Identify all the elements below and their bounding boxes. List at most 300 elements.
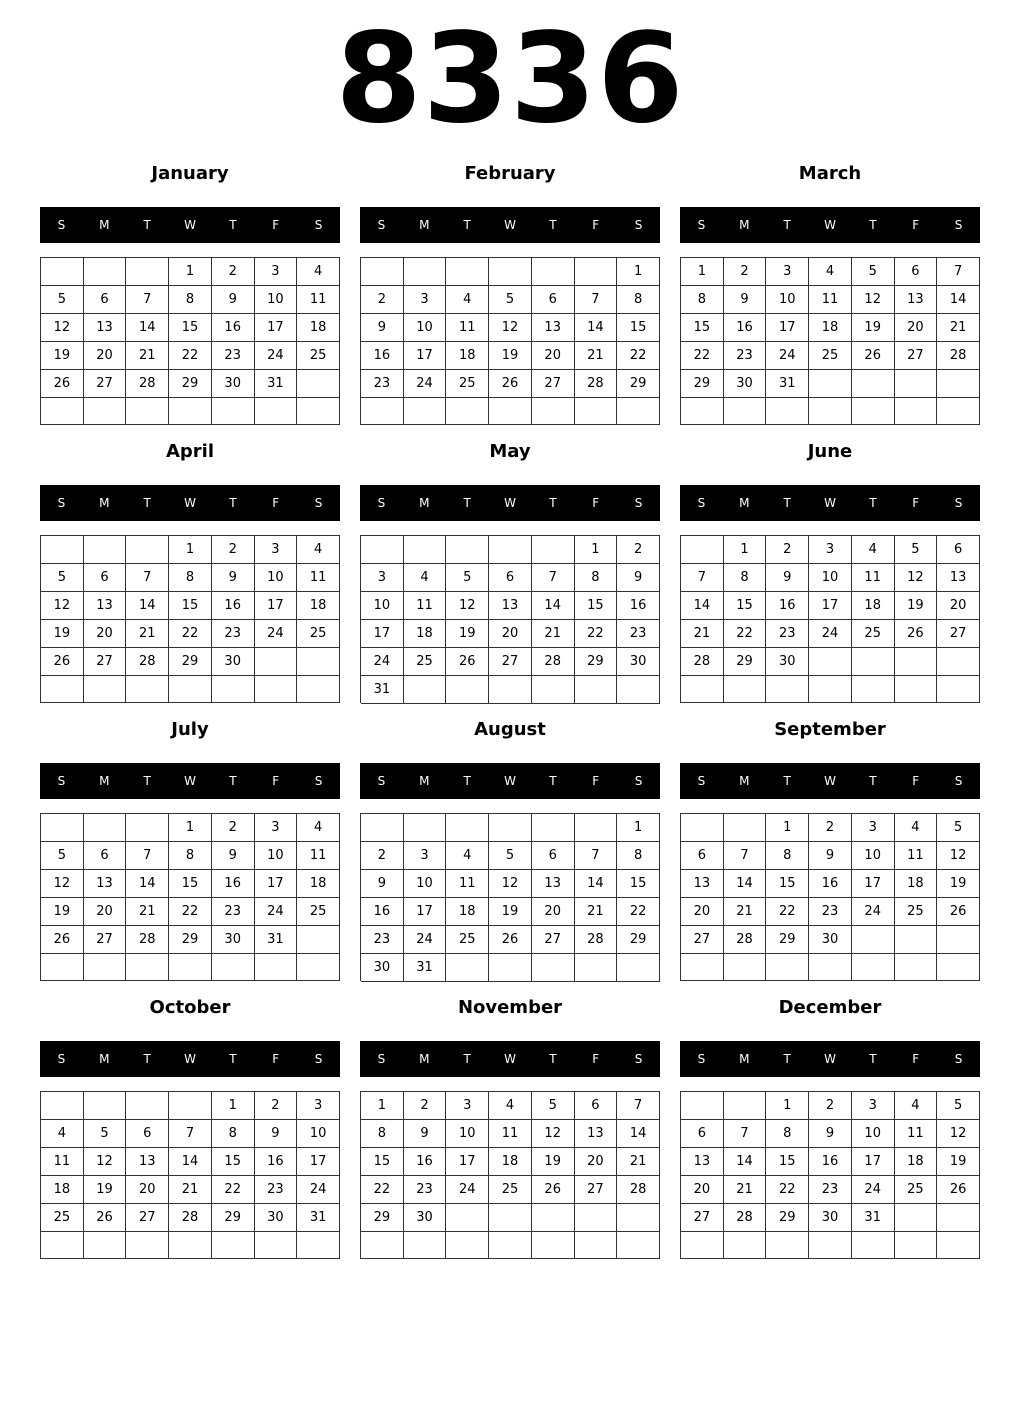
weekday-label: S	[314, 774, 323, 788]
day-cell: 24	[255, 620, 298, 648]
day-cell	[169, 954, 212, 981]
weekday-label: M	[99, 218, 110, 232]
day-cell	[126, 258, 169, 286]
day-cell	[212, 676, 255, 703]
day-cell	[766, 676, 809, 703]
day-cell	[766, 398, 809, 425]
day-cell: 16	[255, 1148, 298, 1176]
day-cell: 22	[212, 1176, 255, 1204]
day-cell: 24	[255, 898, 298, 926]
day-cell: 8	[724, 564, 767, 592]
day-cell	[446, 1232, 489, 1259]
weekday-header	[40, 1041, 340, 1077]
weekday-label: W	[504, 496, 516, 510]
day-cell: 17	[852, 1148, 895, 1176]
weekday-label: W	[184, 218, 196, 232]
day-cell	[681, 954, 724, 981]
day-cell: 27	[575, 1176, 618, 1204]
day-cell: 12	[41, 870, 84, 898]
day-cell	[41, 536, 84, 564]
day-cell	[297, 1232, 340, 1259]
day-cell: 20	[532, 898, 575, 926]
day-cell: 16	[404, 1148, 447, 1176]
weekday-label: S	[57, 1052, 66, 1066]
day-cell: 20	[84, 898, 127, 926]
day-cell: 26	[852, 342, 895, 370]
day-cell: 4	[404, 564, 447, 592]
day-cell: 7	[575, 842, 618, 870]
day-cell: 2	[809, 814, 852, 842]
weekday-label: T	[229, 1052, 237, 1066]
day-cell: 29	[617, 926, 660, 954]
weekday-label: W	[184, 496, 196, 510]
weekday-label: T	[783, 774, 791, 788]
day-cell	[404, 676, 447, 704]
day-cell: 25	[41, 1204, 84, 1232]
day-cell: 3	[446, 1092, 489, 1120]
weekday-header	[360, 485, 660, 521]
day-cell	[84, 1092, 127, 1120]
day-cell: 26	[489, 926, 532, 954]
day-cell: 1	[212, 1092, 255, 1120]
day-cell: 3	[809, 536, 852, 564]
day-cell: 24	[766, 342, 809, 370]
day-cell	[724, 1092, 767, 1120]
day-cell: 13	[489, 592, 532, 620]
weekday-label: T	[229, 218, 237, 232]
day-cell: 20	[126, 1176, 169, 1204]
day-cell: 21	[126, 898, 169, 926]
day-cell	[297, 648, 340, 676]
day-cell: 31	[766, 370, 809, 398]
day-cell: 11	[489, 1120, 532, 1148]
day-cell	[404, 258, 447, 286]
day-cell: 9	[361, 314, 404, 342]
day-cell: 4	[446, 286, 489, 314]
day-cell: 22	[617, 898, 660, 926]
day-cell: 28	[575, 370, 618, 398]
weekday-label: M	[99, 774, 110, 788]
day-cell: 10	[852, 842, 895, 870]
day-cell: 9	[809, 842, 852, 870]
day-cell: 8	[766, 842, 809, 870]
day-cell: 11	[404, 592, 447, 620]
day-cell: 7	[126, 286, 169, 314]
day-cell: 13	[681, 870, 724, 898]
day-cell: 4	[297, 814, 340, 842]
day-cell	[809, 398, 852, 425]
weekday-label: S	[697, 496, 706, 510]
day-cell: 17	[255, 592, 298, 620]
day-cell: 15	[361, 1148, 404, 1176]
weekday-label: M	[419, 1052, 430, 1066]
weekday-label: M	[99, 496, 110, 510]
day-cell: 18	[446, 898, 489, 926]
day-cell: 13	[575, 1120, 618, 1148]
day-cell	[297, 370, 340, 398]
day-cell: 25	[404, 648, 447, 676]
day-grid	[360, 535, 660, 703]
day-cell: 10	[255, 842, 298, 870]
day-cell: 5	[84, 1120, 127, 1148]
day-cell	[361, 536, 404, 564]
day-cell: 2	[212, 814, 255, 842]
day-cell	[84, 536, 127, 564]
day-cell: 10	[255, 564, 298, 592]
day-cell: 1	[169, 258, 212, 286]
day-cell: 18	[41, 1176, 84, 1204]
day-cell: 22	[169, 620, 212, 648]
day-cell: 29	[766, 1204, 809, 1232]
day-cell: 6	[84, 842, 127, 870]
day-cell: 1	[724, 536, 767, 564]
day-cell: 28	[724, 926, 767, 954]
day-cell	[937, 648, 980, 676]
weekday-label: S	[377, 774, 386, 788]
weekday-header	[680, 485, 980, 521]
day-cell	[937, 676, 980, 703]
month-name: February	[464, 163, 556, 184]
day-cell: 17	[404, 342, 447, 370]
day-cell: 29	[169, 370, 212, 398]
day-cell: 6	[532, 842, 575, 870]
day-cell: 31	[255, 926, 298, 954]
weekday-label: T	[549, 774, 557, 788]
day-cell	[852, 648, 895, 676]
day-cell: 28	[169, 1204, 212, 1232]
day-cell	[297, 926, 340, 954]
weekday-label: S	[377, 1052, 386, 1066]
weekday-label: F	[592, 774, 600, 788]
day-cell: 6	[575, 1092, 618, 1120]
day-cell	[41, 258, 84, 286]
day-cell: 15	[575, 592, 618, 620]
day-cell: 19	[446, 620, 489, 648]
day-cell: 30	[766, 648, 809, 676]
day-cell	[532, 536, 575, 564]
day-cell: 14	[169, 1148, 212, 1176]
weekday-label: S	[634, 218, 643, 232]
day-cell: 7	[575, 286, 618, 314]
day-cell: 29	[617, 370, 660, 398]
day-cell: 15	[617, 314, 660, 342]
day-cell: 14	[724, 870, 767, 898]
day-cell: 10	[766, 286, 809, 314]
day-cell: 22	[361, 1176, 404, 1204]
day-cell: 10	[446, 1120, 489, 1148]
day-cell: 14	[126, 870, 169, 898]
weekday-label: T	[463, 1052, 471, 1066]
day-cell: 2	[361, 842, 404, 870]
day-cell: 22	[617, 342, 660, 370]
day-cell	[532, 814, 575, 842]
day-cell: 29	[169, 648, 212, 676]
day-cell	[446, 954, 489, 982]
day-cell: 14	[126, 592, 169, 620]
day-cell: 4	[895, 1092, 938, 1120]
day-cell	[532, 398, 575, 425]
day-cell: 21	[937, 314, 980, 342]
day-cell: 18	[297, 870, 340, 898]
day-cell: 16	[809, 1148, 852, 1176]
day-cell	[809, 648, 852, 676]
weekday-label: W	[824, 1052, 836, 1066]
weekday-label: T	[549, 218, 557, 232]
weekday-label: T	[143, 1052, 151, 1066]
day-cell	[404, 814, 447, 842]
day-cell	[809, 1232, 852, 1259]
day-cell: 5	[41, 564, 84, 592]
day-cell	[681, 1232, 724, 1259]
day-cell: 28	[532, 648, 575, 676]
day-grid	[680, 535, 980, 703]
day-cell: 18	[895, 1148, 938, 1176]
day-cell: 31	[852, 1204, 895, 1232]
day-cell	[937, 398, 980, 425]
day-cell	[297, 954, 340, 981]
day-cell: 14	[937, 286, 980, 314]
day-grid	[360, 1091, 660, 1259]
day-cell	[937, 926, 980, 954]
day-cell: 8	[169, 842, 212, 870]
day-cell: 3	[255, 814, 298, 842]
day-cell: 15	[169, 314, 212, 342]
weekday-header	[40, 763, 340, 799]
day-cell: 17	[446, 1148, 489, 1176]
day-cell: 5	[937, 1092, 980, 1120]
weekday-label: F	[912, 218, 920, 232]
day-cell: 27	[84, 370, 127, 398]
day-cell	[489, 814, 532, 842]
weekday-label: T	[783, 1052, 791, 1066]
day-cell: 20	[895, 314, 938, 342]
day-cell: 19	[937, 870, 980, 898]
day-cell: 27	[895, 342, 938, 370]
day-cell: 6	[532, 286, 575, 314]
weekday-label: T	[143, 496, 151, 510]
weekday-label: S	[377, 218, 386, 232]
day-cell: 21	[532, 620, 575, 648]
day-cell: 8	[212, 1120, 255, 1148]
weekday-label: F	[912, 774, 920, 788]
day-cell	[84, 1232, 127, 1259]
day-cell	[212, 1232, 255, 1259]
day-cell: 25	[297, 342, 340, 370]
day-cell: 3	[255, 258, 298, 286]
day-cell: 5	[532, 1092, 575, 1120]
weekday-label: T	[783, 218, 791, 232]
day-cell: 12	[937, 1120, 980, 1148]
day-cell: 9	[809, 1120, 852, 1148]
day-cell: 9	[361, 870, 404, 898]
weekday-label: F	[912, 496, 920, 510]
day-cell: 27	[937, 620, 980, 648]
weekday-header	[360, 207, 660, 243]
day-cell	[84, 814, 127, 842]
year-title: 8336	[335, 7, 685, 151]
weekday-label: S	[314, 496, 323, 510]
day-cell: 5	[446, 564, 489, 592]
weekday-label: T	[869, 218, 877, 232]
day-cell: 19	[41, 342, 84, 370]
day-cell	[169, 1092, 212, 1120]
day-cell: 30	[724, 370, 767, 398]
day-cell: 1	[766, 814, 809, 842]
day-cell: 12	[446, 592, 489, 620]
day-cell: 6	[681, 842, 724, 870]
day-cell: 22	[681, 342, 724, 370]
day-cell: 10	[809, 564, 852, 592]
day-cell: 15	[724, 592, 767, 620]
day-cell: 18	[852, 592, 895, 620]
day-cell: 17	[766, 314, 809, 342]
day-cell: 23	[212, 342, 255, 370]
day-cell: 11	[297, 842, 340, 870]
day-cell: 1	[617, 814, 660, 842]
day-cell: 26	[895, 620, 938, 648]
day-cell: 1	[617, 258, 660, 286]
day-cell: 27	[84, 926, 127, 954]
day-cell: 22	[766, 898, 809, 926]
day-cell: 29	[212, 1204, 255, 1232]
weekday-label: S	[57, 774, 66, 788]
day-cell	[41, 1232, 84, 1259]
day-cell: 2	[809, 1092, 852, 1120]
day-cell: 16	[212, 314, 255, 342]
day-cell: 12	[41, 592, 84, 620]
day-cell	[489, 1232, 532, 1259]
day-cell: 3	[255, 536, 298, 564]
day-cell	[404, 536, 447, 564]
day-cell	[126, 1092, 169, 1120]
day-cell: 23	[404, 1176, 447, 1204]
day-cell: 31	[361, 676, 404, 704]
day-cell: 20	[84, 342, 127, 370]
day-cell	[766, 1232, 809, 1259]
day-cell	[766, 954, 809, 981]
day-cell: 27	[84, 648, 127, 676]
day-cell: 12	[489, 870, 532, 898]
day-cell: 23	[809, 898, 852, 926]
day-cell	[937, 1204, 980, 1232]
day-cell: 2	[212, 536, 255, 564]
day-cell	[895, 370, 938, 398]
day-cell: 4	[895, 814, 938, 842]
day-cell	[809, 954, 852, 981]
day-cell: 12	[489, 314, 532, 342]
day-cell	[532, 954, 575, 982]
day-cell: 21	[681, 620, 724, 648]
weekday-label: S	[314, 1052, 323, 1066]
day-cell: 12	[84, 1148, 127, 1176]
day-cell: 11	[446, 870, 489, 898]
day-cell	[617, 1204, 660, 1232]
day-cell: 19	[532, 1148, 575, 1176]
day-cell: 18	[297, 314, 340, 342]
weekday-label: T	[463, 218, 471, 232]
day-cell: 7	[126, 842, 169, 870]
weekday-header	[40, 207, 340, 243]
month-name: January	[151, 163, 229, 184]
day-cell	[895, 926, 938, 954]
weekday-label: S	[954, 774, 963, 788]
day-cell: 24	[446, 1176, 489, 1204]
day-cell: 19	[937, 1148, 980, 1176]
weekday-label: S	[954, 1052, 963, 1066]
day-cell: 7	[724, 1120, 767, 1148]
day-cell: 13	[532, 870, 575, 898]
weekday-label: W	[184, 1052, 196, 1066]
day-cell: 24	[404, 370, 447, 398]
weekday-label: M	[739, 774, 750, 788]
day-cell: 27	[681, 1204, 724, 1232]
day-cell	[126, 676, 169, 703]
day-cell: 18	[404, 620, 447, 648]
weekday-label: S	[697, 218, 706, 232]
day-cell: 1	[169, 814, 212, 842]
day-cell: 17	[255, 314, 298, 342]
day-cell: 9	[212, 564, 255, 592]
day-cell	[255, 954, 298, 981]
day-cell	[41, 676, 84, 703]
day-cell: 30	[361, 954, 404, 982]
day-cell: 6	[937, 536, 980, 564]
weekday-label: T	[549, 1052, 557, 1066]
day-cell: 10	[297, 1120, 340, 1148]
day-cell: 31	[404, 954, 447, 982]
weekday-header	[40, 485, 340, 521]
day-cell: 22	[169, 342, 212, 370]
day-cell: 6	[84, 564, 127, 592]
day-cell: 22	[724, 620, 767, 648]
month-name: August	[474, 719, 546, 740]
day-cell: 28	[575, 926, 618, 954]
day-cell: 21	[617, 1148, 660, 1176]
weekday-label: T	[783, 496, 791, 510]
day-cell: 30	[617, 648, 660, 676]
day-cell: 26	[489, 370, 532, 398]
weekday-label: W	[824, 496, 836, 510]
day-grid	[40, 813, 340, 981]
day-cell: 23	[617, 620, 660, 648]
day-cell: 19	[895, 592, 938, 620]
day-cell: 14	[126, 314, 169, 342]
day-cell: 4	[809, 258, 852, 286]
day-cell: 15	[169, 870, 212, 898]
day-cell: 21	[575, 898, 618, 926]
day-cell: 12	[937, 842, 980, 870]
day-cell	[361, 258, 404, 286]
weekday-header	[680, 1041, 980, 1077]
day-cell: 8	[169, 564, 212, 592]
weekday-label: S	[634, 1052, 643, 1066]
day-cell: 10	[852, 1120, 895, 1148]
day-cell: 16	[809, 870, 852, 898]
weekday-label: M	[739, 496, 750, 510]
day-cell: 26	[41, 926, 84, 954]
day-cell	[575, 676, 618, 704]
day-cell: 30	[212, 926, 255, 954]
day-cell: 14	[681, 592, 724, 620]
day-cell: 6	[895, 258, 938, 286]
day-cell	[852, 676, 895, 703]
day-cell: 20	[681, 1176, 724, 1204]
day-cell	[169, 676, 212, 703]
day-cell: 29	[575, 648, 618, 676]
day-cell: 24	[809, 620, 852, 648]
day-cell: 11	[297, 564, 340, 592]
day-cell: 12	[532, 1120, 575, 1148]
